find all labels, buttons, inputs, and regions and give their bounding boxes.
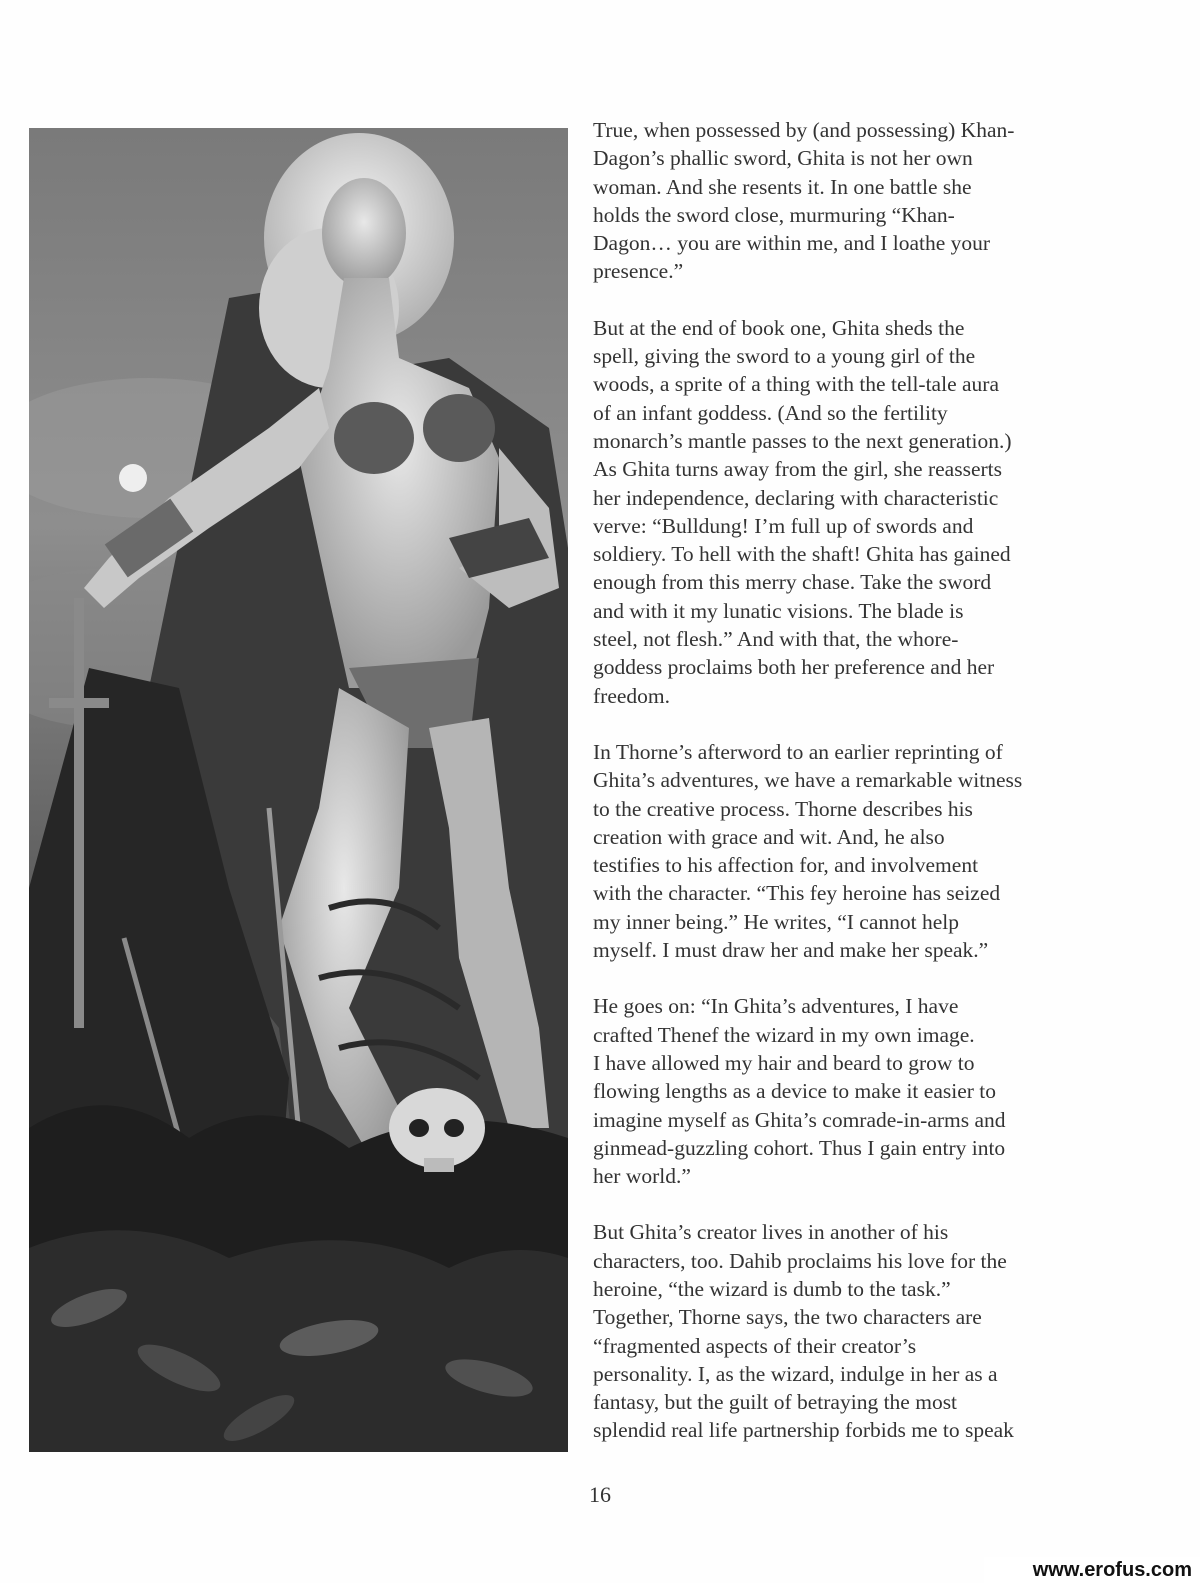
- paragraph: In Thorne’s afterword to an earlier reprinting of Ghita’s adventures, we have a remarkable witness to the creative process. Thorne describes his creation with grace and wit. And, he also testifies to his affection for, and involvement with the character. “This fey heroine has seized my inner being.” He writes, “I cannot help myself. I must draw her and make her speak.”: [593, 739, 1023, 963]
- page-number: 16: [589, 1482, 611, 1507]
- paragraph: But at the end of book one, Ghita sheds the spell, giving the sword to a young girl of the woods, a sprite of a thing with the tell-tale aura of an infant goddess. (And so the fertility monarch’s mantle passes to the next generation.) As Ghita turns away from the girl, she reasserts her independence, declaring with characteristic verve: “Bulldung! I’m full up of swords and soldiery. To hell with the shaft! Ghita has gained enough from this merry chase. Take the sword and with it my lunatic visions. The blade is steel, not flesh.” And with that, the whore- goddess proclaims both her preference and her freedom.: [593, 315, 1012, 708]
- site-watermark: www.erofus.com: [984, 1557, 1200, 1583]
- paragraph: But Ghita’s creator lives in another of his characters, too. Dahib proclaims his love for the heroine, “the wizard is dumb to the task.” Together, Thorne says, the two characters are “fragmented aspects of their creator’s personality. I, as the wizard, indulge in her as a fantasy, but the guilt of betraying the most splendid real life partnership forbids me to speak: [593, 1220, 1014, 1443]
- paragraph: True, when possessed by (and possessing) Khan- Dagon’s phallic sword, Ghita is not her own woman. And she resents it. In one battle she holds the sword close, murmuring “Khan- Dagon… you are within me, and I loathe your presence.”: [593, 118, 1015, 284]
- article-text-column: [593, 116, 1088, 1473]
- paragraph: He goes on: “In Ghita’s adventures, I have crafted Thenef the wizard in my own image. I have allowed my hair and beard to grow to flowing lengths as a device to make it easier to imagine myself as Ghita’s comrade-in-arms and ginmead-guzzling cohort. Thus I gain entry into her world.”: [593, 994, 1006, 1189]
- black-and-white-photograph: [29, 128, 568, 1452]
- photo-illustration: [29, 128, 568, 1452]
